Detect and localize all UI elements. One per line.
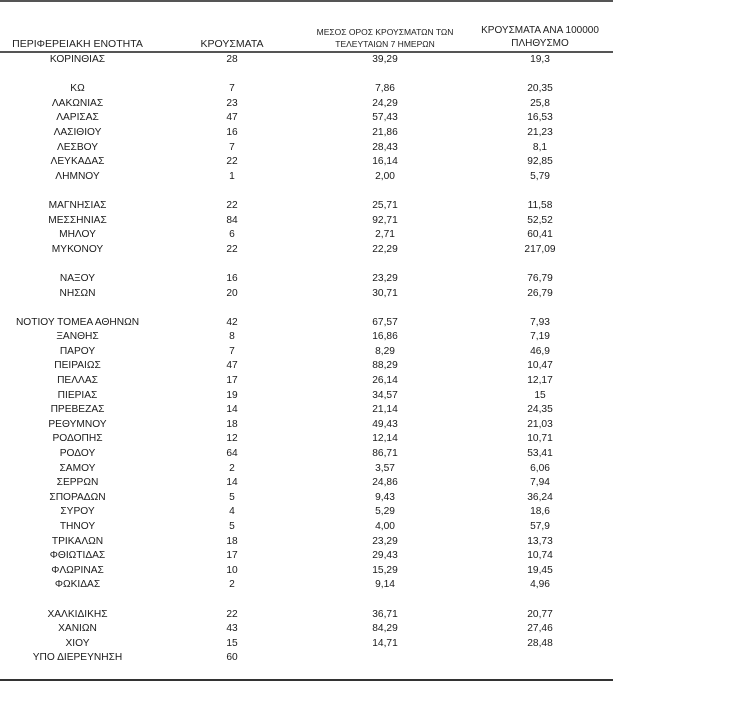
cell-cases: 14	[226, 404, 238, 416]
table-row	[0, 155, 613, 170]
cell-per100k: 24,35	[527, 404, 553, 416]
cell-cases: 22	[226, 156, 238, 168]
cell-unit: ΠΙΕΡΙΑΣ	[57, 389, 98, 401]
cell-unit: ΦΛΩΡΙΝΑΣ	[51, 564, 104, 576]
cell-unit: ΦΩΚΙΔΑΣ	[54, 579, 101, 591]
header-per100k-line1: ΚΡΟΥΣΜΑΤΑ ΑΝΑ 100000	[481, 25, 599, 36]
table-row	[0, 243, 613, 258]
table-row	[0, 403, 613, 418]
table-row	[0, 389, 613, 404]
header-per100k	[455, 24, 625, 50]
header-cases: ΚΡΟΥΣΜΑΤΑ	[200, 38, 264, 50]
table-body	[0, 53, 613, 666]
table-row	[0, 316, 613, 331]
table-row	[0, 651, 613, 666]
cell-cases: 15	[226, 637, 238, 649]
cell-cases: 2	[229, 579, 235, 591]
cell-avg: 84,29	[372, 623, 398, 635]
cell-per100k: 7,19	[530, 331, 550, 343]
table-row	[0, 214, 613, 229]
cell-avg: 24,29	[372, 97, 398, 109]
cell-avg: 21,14	[372, 404, 398, 416]
cell-avg: 23,29	[372, 535, 398, 547]
cell-per100k: 21,03	[527, 418, 553, 430]
table-row	[0, 97, 613, 112]
cell-avg: 4,00	[375, 521, 395, 532]
cell-unit: ΡΕΘΥΜΝΟΥ	[48, 418, 107, 430]
cell-unit: ΠΡΕΒΕΖΑΣ	[50, 404, 105, 416]
table-row	[0, 535, 613, 550]
cell-cases: 20	[226, 287, 238, 299]
table-row	[0, 491, 613, 506]
cell-avg: 39,29	[372, 54, 398, 65]
cell-cases: 7	[229, 345, 235, 357]
cell-cases: 17	[226, 550, 238, 562]
cell-unit: ΝΟΤΙΟΥ ΤΟΜΕΑ ΑΘΗΝΩΝ	[15, 316, 140, 328]
cell-unit: ΣΕΡΡΩΝ	[56, 477, 99, 489]
cell-cases: 28	[226, 54, 238, 65]
cell-unit: ΛΕΥΚΑΔΑΣ	[50, 156, 105, 168]
header-avg-line1: ΜΕΣΟΣ ΟΡΟΣ ΚΡΟΥΣΜΑΤΩΝ ΤΩΝ	[316, 27, 454, 37]
cell-avg: 2,00	[375, 170, 395, 182]
cell-cases: 18	[226, 418, 238, 430]
table-row	[0, 432, 613, 447]
cell-avg: 22,29	[372, 243, 398, 255]
cell-per100k: 92,85	[527, 156, 553, 168]
cell-cases: 6	[229, 229, 235, 241]
table-row	[0, 622, 613, 637]
cell-avg: 36,71	[372, 608, 398, 620]
cell-cases: 47	[226, 360, 238, 372]
cell-unit: ΧΑΝΙΩΝ	[58, 623, 97, 635]
cell-per100k: 53,41	[527, 448, 553, 460]
table-row	[0, 564, 613, 579]
cell-avg: 9,43	[375, 491, 395, 503]
cell-avg: 29,43	[372, 550, 398, 562]
cell-unit: ΛΗΜΝΟΥ	[55, 170, 100, 182]
cell-per100k: 27,46	[527, 623, 553, 635]
table-row	[0, 418, 613, 433]
cell-cases: 42	[226, 316, 238, 328]
table-row	[0, 330, 613, 345]
table-row	[0, 345, 613, 360]
cell-per100k: 10,47	[527, 360, 553, 372]
table-row	[0, 520, 613, 535]
cell-cases: 22	[226, 608, 238, 620]
table-row	[0, 447, 613, 462]
cell-per100k: 52,52	[527, 214, 553, 226]
cell-cases: 12	[226, 433, 238, 445]
cell-per100k: 11,58	[527, 199, 553, 211]
table-row	[0, 53, 613, 68]
cell-per100k: 15	[534, 389, 546, 401]
cell-avg: 7,86	[375, 83, 395, 95]
cell-per100k: 16,53	[527, 112, 553, 124]
cell-unit: ΜΥΚΟΝΟΥ	[51, 243, 104, 255]
cell-avg: 26,14	[372, 375, 398, 387]
cell-unit: ΤΡΙΚΑΛΩΝ	[51, 535, 104, 547]
cell-per100k: 28,48	[527, 637, 553, 649]
cell-per100k: 20,35	[527, 83, 553, 95]
cell-avg: 92,71	[372, 214, 398, 226]
cell-cases: 2	[229, 462, 235, 474]
cell-cases: 14	[226, 477, 238, 489]
cell-cases: 23	[226, 97, 238, 109]
cell-avg: 30,71	[372, 287, 398, 299]
bottom-rule	[0, 679, 613, 681]
cell-unit: ΡΟΔΟΥ	[59, 448, 96, 460]
table-row	[0, 476, 613, 491]
cell-unit: ΞΑΝΘΗΣ	[56, 331, 99, 343]
cell-unit: ΥΠΟ ΔΙΕΡΕΥΝΗΣΗ	[32, 652, 123, 664]
cell-unit: ΠΑΡΟΥ	[59, 345, 96, 357]
spacer-row	[0, 301, 613, 316]
header-unit: ΠΕΡΙΦΕΡΕΙΑΚΗ ΕΝΟΤΗΤΑ	[12, 38, 143, 50]
table-row	[0, 287, 613, 302]
cell-per100k: 19,45	[527, 564, 553, 576]
cell-per100k: 10,71	[527, 433, 553, 445]
cell-per100k: 217,09	[524, 243, 556, 255]
table-row	[0, 199, 613, 214]
cell-unit: ΦΘΙΩΤΙΔΑΣ	[49, 550, 106, 562]
cell-avg: 21,86	[372, 126, 398, 138]
cell-avg: 34,57	[372, 389, 398, 401]
spacer-row	[0, 593, 613, 608]
cell-cases: 22	[226, 199, 238, 211]
table-row	[0, 111, 613, 126]
cell-unit: ΠΕΙΡΑΙΩΣ	[54, 360, 101, 372]
cell-per100k: 76,79	[527, 272, 553, 284]
table-row	[0, 228, 613, 243]
cell-unit: ΛΕΣΒΟΥ	[56, 141, 99, 153]
cell-unit: ΜΑΓΝΗΣΙΑΣ	[48, 199, 107, 211]
cell-avg: 88,29	[372, 360, 398, 372]
cell-avg: 57,43	[372, 112, 398, 124]
table-row	[0, 374, 613, 389]
cell-per100k: 57,9	[530, 521, 550, 532]
cell-cases: 10	[226, 564, 238, 576]
cell-per100k: 18,6	[530, 506, 550, 518]
cell-unit: ΣΑΜΟΥ	[59, 462, 96, 474]
cell-unit: ΛΑΡΙΣΑΣ	[56, 112, 99, 124]
cell-avg: 9,14	[375, 579, 395, 591]
cell-avg: 16,86	[372, 331, 398, 343]
cell-unit: ΣΠΟΡΑΔΩΝ	[49, 491, 106, 503]
cell-avg: 86,71	[372, 448, 398, 460]
cell-unit: ΧΙΟΥ	[65, 637, 90, 649]
cell-cases: 5	[229, 491, 235, 503]
cell-per100k: 12,17	[527, 375, 553, 387]
cell-cases: 17	[226, 375, 238, 387]
cell-avg: 2,71	[375, 229, 395, 241]
table-row	[0, 462, 613, 477]
cell-unit: ΝΗΣΩΝ	[59, 287, 96, 299]
cell-avg: 14,71	[372, 637, 398, 649]
cell-unit: ΚΟΡΙΝΘΙΑΣ	[49, 54, 106, 65]
spacer-row	[0, 257, 613, 272]
cell-per100k: 21,23	[527, 126, 553, 138]
cell-per100k: 36,24	[527, 491, 553, 503]
cell-unit: ΛΑΚΩΝΙΑΣ	[51, 97, 104, 109]
cell-avg: 28,43	[372, 141, 398, 153]
cell-avg: 5,29	[375, 506, 395, 518]
cell-unit: ΝΑΞΟΥ	[59, 272, 96, 284]
spacer-row	[0, 68, 613, 83]
table-row	[0, 359, 613, 374]
cell-avg: 67,57	[372, 316, 398, 328]
table-row	[0, 82, 613, 97]
table-row	[0, 272, 613, 287]
cell-cases: 47	[226, 112, 238, 124]
header-per100k-line2: ΠΛΗΘΥΣΜΟ	[511, 38, 569, 49]
table-row	[0, 170, 613, 185]
table-row	[0, 637, 613, 652]
cell-unit: ΜΕΣΣΗΝΙΑΣ	[48, 214, 107, 226]
cell-cases: 7	[229, 141, 235, 153]
table-row	[0, 126, 613, 141]
cell-cases: 19	[226, 389, 238, 401]
table-row	[0, 608, 613, 623]
cell-avg: 16,14	[372, 156, 398, 168]
cell-per100k: 5,79	[530, 170, 550, 182]
cell-per100k: 6,06	[530, 462, 550, 474]
cell-avg: 3,57	[375, 462, 395, 474]
cell-per100k: 7,94	[530, 477, 550, 489]
cell-unit: ΣΥΡΟΥ	[60, 506, 95, 518]
cell-per100k: 4,96	[530, 579, 550, 591]
cell-per100k: 7,93	[530, 316, 550, 328]
cell-cases: 7	[229, 83, 235, 95]
cell-avg: 23,29	[372, 272, 398, 284]
cell-cases: 16	[226, 126, 238, 138]
cell-unit: ΡΟΔΟΠΗΣ	[52, 433, 103, 445]
table-row	[0, 505, 613, 520]
cell-per100k: 26,79	[527, 287, 553, 299]
table-row	[0, 549, 613, 564]
cell-cases: 22	[226, 243, 238, 255]
cell-avg: 12,14	[372, 433, 398, 445]
cell-per100k: 25,8	[530, 97, 550, 109]
table-row	[0, 141, 613, 156]
cell-cases: 84	[226, 214, 238, 226]
cell-cases: 1	[229, 170, 235, 182]
cell-per100k: 46,9	[530, 345, 550, 357]
cell-unit: ΚΩ	[70, 83, 85, 95]
cell-unit: ΛΑΣΙΘΙΟΥ	[53, 126, 102, 138]
cell-cases: 8	[229, 331, 235, 343]
cell-cases: 43	[226, 623, 238, 635]
cell-unit: ΜΗΛΟΥ	[59, 229, 96, 241]
cell-per100k: 19,3	[530, 54, 550, 65]
cell-per100k: 60,41	[527, 229, 553, 241]
cell-cases: 60	[226, 652, 238, 664]
cell-cases: 64	[226, 448, 238, 460]
cell-avg: 15,29	[372, 564, 398, 576]
cell-avg: 24,86	[372, 477, 398, 489]
spacer-row	[0, 184, 613, 199]
cell-cases: 4	[229, 506, 235, 518]
cell-avg: 25,71	[372, 199, 398, 211]
cell-per100k: 8,1	[532, 141, 548, 153]
top-rule	[0, 0, 613, 2]
cell-per100k: 13,73	[527, 535, 553, 547]
cell-cases: 18	[226, 535, 238, 547]
cell-unit: ΤΗΝΟΥ	[59, 521, 96, 532]
header-avg	[300, 26, 470, 50]
cell-unit: ΠΕΛΛΑΣ	[57, 375, 98, 387]
cell-cases: 5	[229, 521, 235, 532]
cell-avg: 8,29	[375, 345, 395, 357]
header-avg-line2: ΤΕΛΕΥΤΑΙΩΝ 7 ΗΜΕΡΩΝ	[335, 39, 435, 49]
cell-per100k: 10,74	[527, 550, 553, 562]
cell-avg: 49,43	[372, 418, 398, 430]
table-row	[0, 578, 613, 593]
cell-cases: 16	[226, 272, 238, 284]
cell-per100k: 20,77	[527, 608, 553, 620]
cell-unit: ΧΑΛΚΙΔΙΚΗΣ	[47, 608, 108, 620]
